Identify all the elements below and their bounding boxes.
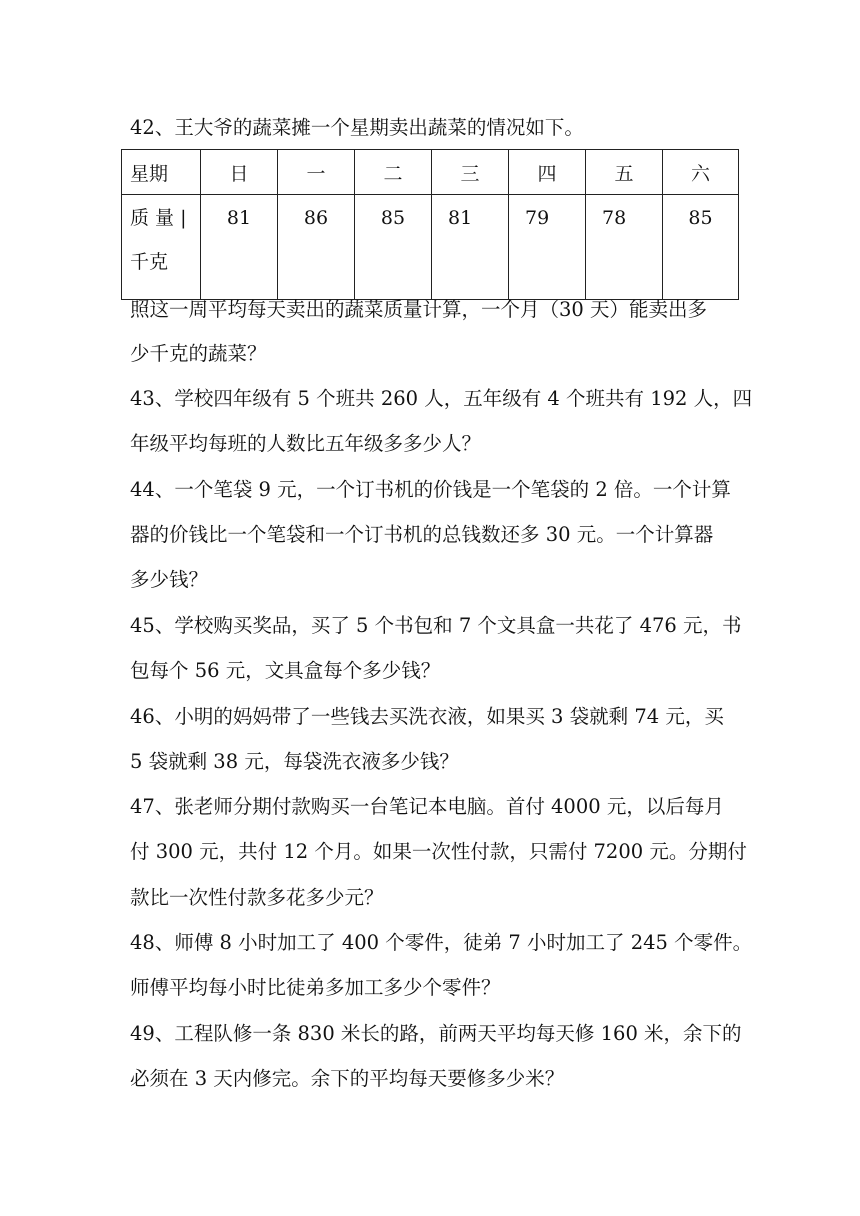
row-label-line1: 质 量 | bbox=[130, 207, 187, 229]
day-cell: 三 bbox=[432, 150, 509, 195]
table-value-row bbox=[122, 195, 739, 300]
q43-line2: 年级平均每班的人数比五年级多多少人？ bbox=[130, 432, 482, 455]
day-cell: 一 bbox=[278, 150, 355, 195]
day-cell: 五 bbox=[586, 150, 663, 195]
value-cell: 78 bbox=[586, 195, 663, 300]
value-cell: 85 bbox=[355, 195, 432, 300]
header-label-cell: 星期 bbox=[122, 150, 201, 195]
q43-line1: 43、学校四年级有 5 个班共 260 人，五年级有 4 个班共有 192 人，四 bbox=[130, 387, 753, 410]
q42-intro: 42、王大爷的蔬菜摊一个星期卖出蔬菜的情况如下。 bbox=[130, 116, 584, 139]
q46-line1: 46、小明的妈妈带了一些钱去买洗衣液，如果买 3 袋就剩 74 元，买 bbox=[130, 705, 724, 728]
q47-line1: 47、张老师分期付款购买一台笔记本电脑。首付 4000 元，以后每月 bbox=[130, 795, 724, 818]
q48-line1: 48、师傅 8 小时加工了 400 个零件，徒弟 7 小时加工了 245 个零件。 bbox=[130, 931, 753, 954]
value-cell: 79 bbox=[509, 195, 586, 300]
q45-line2: 包每个 56 元，文具盒每个多少钱？ bbox=[130, 659, 441, 682]
value-cell: 86 bbox=[278, 195, 355, 300]
q49-line1: 49、工程队修一条 830 米长的路，前两天平均每天修 160 米，余下的 bbox=[130, 1022, 742, 1045]
q46-line2: 5 袋就剩 38 元，每袋洗衣液多少钱？ bbox=[130, 750, 459, 773]
q47-line2: 付 300 元，共付 12 个月。如果一次性付款，只需付 7200 元。分期付 bbox=[130, 840, 747, 863]
q48-line2: 师傅平均每小时比徒弟多加工多少个零件？ bbox=[130, 976, 501, 999]
q44-line2: 器的价钱比一个笔袋和一个订书机的总钱数还多 30 元。一个计算器 bbox=[130, 523, 714, 546]
q44-line1: 44、一个笔袋 9 元，一个订书机的价钱是一个笔袋的 2 倍。一个计算 bbox=[130, 478, 731, 501]
q47-line3: 款比一次性付款多花多少元？ bbox=[130, 886, 384, 909]
q44-line3: 多少钱？ bbox=[130, 568, 209, 591]
day-cell: 四 bbox=[509, 150, 586, 195]
value-cell: 81 bbox=[201, 195, 278, 300]
day-cell: 六 bbox=[663, 150, 739, 195]
day-cell: 日 bbox=[201, 150, 278, 195]
row-label-line2: 千克 bbox=[130, 251, 169, 273]
q42-question-line1: 照这一周平均每天卖出的蔬菜质量计算，一个月（30 天）能卖出多 bbox=[130, 298, 708, 321]
vegetable-sales-table bbox=[121, 149, 739, 300]
q49-line2: 必须在 3 天内修完。余下的平均每天要修多少米？ bbox=[130, 1067, 565, 1090]
table-header-row bbox=[122, 150, 739, 195]
row-label-cell bbox=[122, 195, 201, 300]
value-cell: 85 bbox=[663, 195, 739, 300]
day-cell: 二 bbox=[355, 150, 432, 195]
value-cell: 81 bbox=[432, 195, 509, 300]
q42-question-line2: 少千克的蔬菜？ bbox=[130, 342, 267, 365]
q45-line1: 45、学校购买奖品，买了 5 个书包和 7 个文具盒一共花了 476 元，书 bbox=[130, 614, 742, 637]
